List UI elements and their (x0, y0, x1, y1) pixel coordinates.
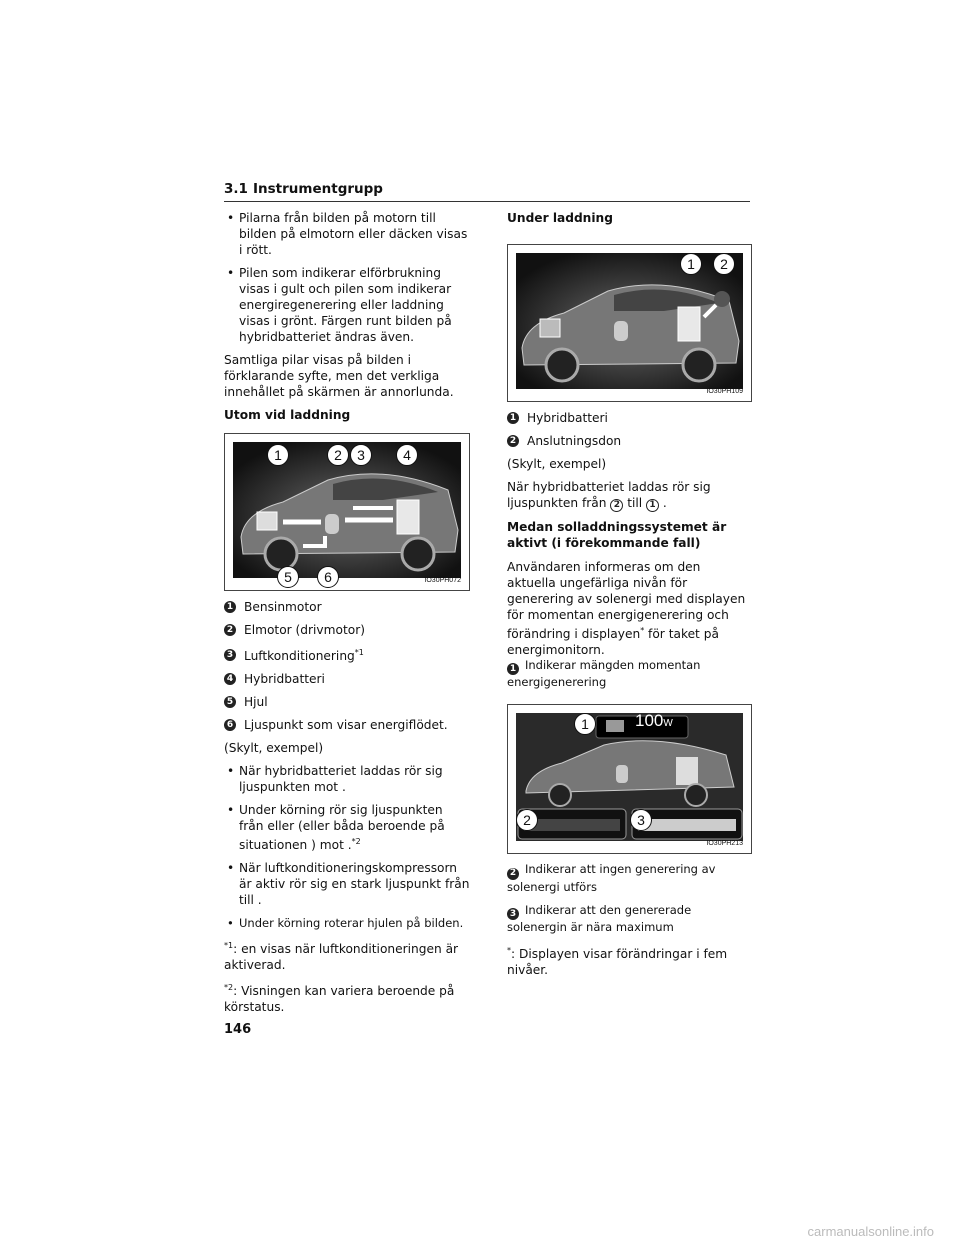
list-item (224, 694, 470, 710)
section-title: Instrumentgrupp (253, 181, 383, 197)
left-column (224, 210, 470, 1022)
item-label: Luftkonditionering (244, 649, 355, 664)
car-energy-diagram (233, 442, 461, 578)
number-badge: 3 (507, 908, 519, 920)
number-badge: 1 (507, 412, 519, 424)
item-label: Hjul (244, 695, 268, 710)
note-1: 1 Indikerar mängden momentan energigenerering (507, 657, 701, 690)
item-label: Hybridbatteri (244, 672, 325, 687)
number-badge: 2 (610, 499, 623, 512)
figure-energy-flow (224, 433, 470, 591)
bullet: • Pilen som indikerar elförbrukning visas i gult och pilen som indikerar energiregenerering eller laddning visas i grönt. Färgen runt bilden på hybridbatteriet ändras även. (224, 265, 470, 345)
list-item (507, 433, 752, 449)
item-label: Anslutningsdon (527, 434, 622, 448)
page-header (224, 178, 750, 202)
figure-image (516, 253, 743, 389)
section-number: 3.1 (224, 181, 248, 197)
bullet: • När hybridbatteriet laddas rör sig ljuspunkten mot . (224, 763, 470, 795)
heading-utom-vid-laddning: Utom vid laddning (224, 408, 351, 422)
list-item (224, 599, 470, 615)
bullet: • Under körning roterar hjulen på bilden. (224, 915, 470, 931)
callout-1: 1 (574, 713, 596, 735)
figure-image (233, 442, 461, 578)
solar-power-readout: 100W (635, 711, 673, 731)
callout-1: 1 (267, 444, 289, 466)
footnote-2: $^{*2}$: Visningen kan variera beroende på körstatus. (224, 983, 455, 1015)
note-2: 2 Indikerar att ingen generering av solenergi utförs (507, 862, 716, 894)
callout-2: 2 (516, 809, 538, 831)
heading-under-laddning: Under laddning (507, 211, 613, 225)
number-badge: 4 (224, 673, 236, 685)
list-item (224, 645, 470, 664)
bullet: • När luftkonditioneringskompressorn är aktiv rör sig en stark ljuspunkt från till . (224, 860, 470, 908)
car-charging-diagram (516, 253, 743, 389)
number-badge: 1 (507, 663, 519, 675)
callout-5: 5 (277, 566, 299, 588)
list-item (224, 622, 470, 638)
callout-2: 2 (327, 444, 349, 466)
number-badge: 2 (224, 624, 236, 636)
figure-code: IO30PH072 (424, 577, 461, 584)
callout-4: 4 (396, 444, 418, 466)
number-badge: 1 (224, 601, 236, 613)
number-badge: 6 (224, 719, 236, 731)
callout-3: 3 (350, 444, 372, 466)
item-label: Ljuspunkt som visar energiflödet. (244, 718, 448, 733)
heading-solar: Medan solladdningssystemet är aktivt (i förekommande fall) (507, 519, 727, 550)
bullet: • Pilarna från bilden på motorn till bilden på elmotorn eller däcken visas i rött. (224, 210, 470, 258)
right-column (507, 210, 752, 985)
figure-code: IO30PH109 (706, 388, 743, 395)
callout-6: 6 (317, 566, 339, 588)
item-label: Hybridbatteri (527, 411, 608, 425)
example-label: (Skylt, exempel) (224, 741, 324, 756)
item-label: Bensinmotor (244, 600, 322, 614)
figure-charging (507, 244, 752, 402)
example-label: (Skylt, exempel) (507, 457, 607, 471)
footnote-1: $^{*1}$: en visas när luftkonditioneringen är aktiverad. (224, 941, 459, 973)
item-label: Elmotor (drivmotor) (244, 623, 365, 637)
list-item (224, 717, 470, 733)
paragraph: Samtliga pilar visas på bilden i förklarande syfte, men det verkliga innehållet på skärmen är annorlunda. (224, 353, 454, 399)
footnote-ref: *1 (354, 648, 364, 657)
number-badge: 5 (224, 696, 236, 708)
footnote: *: Displayen visar förändringar i fem nivåer. (507, 946, 728, 978)
callout-1: 1 (680, 253, 702, 275)
callout-2: 2 (713, 253, 735, 275)
number-badge: 3 (224, 649, 236, 661)
callout-3: 3 (630, 809, 652, 831)
number-badge: 1 (646, 499, 659, 512)
list-item (224, 671, 470, 687)
number-badge: 2 (507, 868, 519, 880)
paragraph-solar: Användaren informeras om den aktuella ungefärliga nivån för generering av solenergi med displayen för momentan energigenerering och förändring i displayen* för taket på energimonitorn. (507, 559, 746, 657)
paragraph-charge: När hybridbatteriet laddas rör sig ljuspunkten från 2 till 1 . (507, 480, 711, 510)
figure-code: IO30PH213 (706, 840, 743, 848)
watermark: carmanualsonline.info (807, 1224, 934, 1239)
list-item (507, 410, 752, 426)
figure-solar (507, 704, 752, 854)
footnote-ref: *2 (351, 837, 361, 847)
note-3: 3 Indikerar att den genererade solenergin är nära maximum (507, 902, 692, 935)
page-number: 146 (224, 1022, 252, 1037)
bullet: • Under körning rör sig ljuspunkten från eller (eller båda beroende på situationen ) mot .$^{*2}$ (224, 802, 470, 853)
number-badge: 2 (507, 435, 519, 447)
